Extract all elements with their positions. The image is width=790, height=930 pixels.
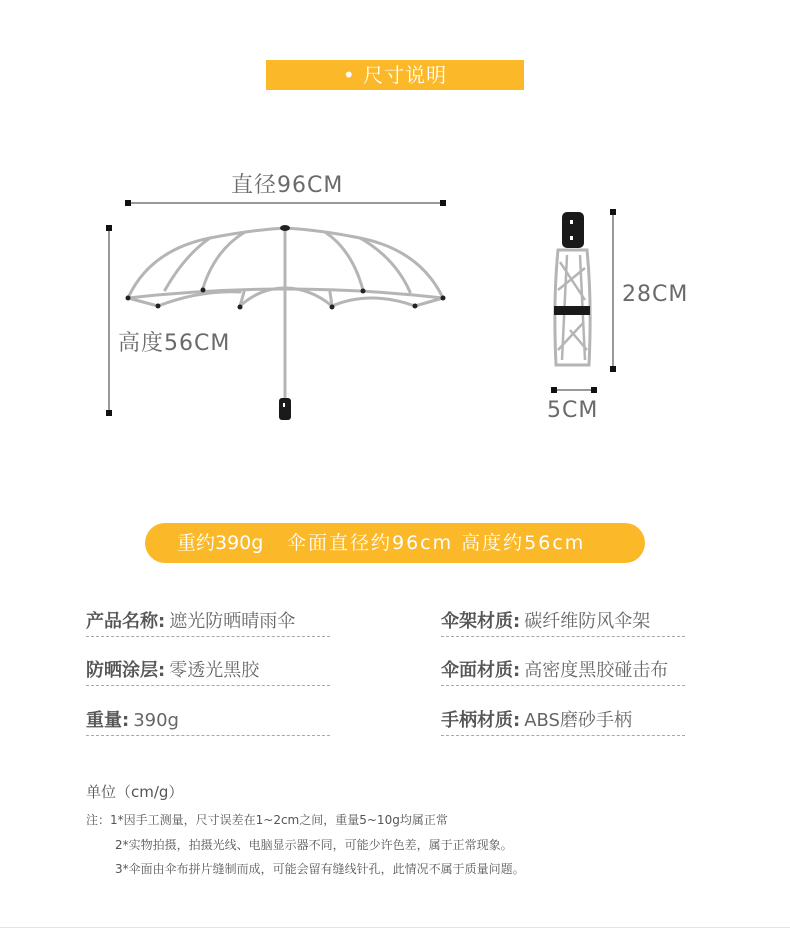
section-title-banner: • 尺寸说明 — [266, 60, 524, 90]
note-2: 2*实物拍摄，拍摄光线、电脑显示器不同，可能少许色差，属于正常现象。 — [115, 838, 513, 852]
property-uv-coating — [86, 657, 330, 686]
height-label: 高度56CM — [118, 331, 231, 356]
property-key: 伞架材质: — [441, 611, 521, 632]
property-value: 高密度黑胶碰击布 — [524, 660, 669, 681]
property-weight — [86, 707, 330, 736]
folded-width-label: 5CM — [547, 398, 599, 423]
property-value: 遮光防晒晴雨伞 — [169, 611, 296, 632]
property-value: 390g — [133, 710, 179, 731]
property-key: 产品名称: — [86, 611, 166, 632]
bottom-divider — [0, 927, 790, 928]
umbrella-handle — [279, 398, 291, 420]
property-value: 碳纤维防风伞架 — [524, 611, 651, 632]
spec-weight: 重约390g — [177, 532, 264, 554]
diameter-dimension-line — [125, 200, 446, 206]
diameter-label: 直径96CM — [231, 173, 344, 198]
property-product-name — [86, 608, 330, 637]
spec-size: 伞面直径约96cm 高度约56cm — [287, 532, 586, 554]
property-key: 手柄材质: — [441, 710, 521, 731]
height-dimension-line — [106, 225, 112, 416]
spec-summary-banner — [145, 523, 645, 563]
property-key: 重量: — [86, 710, 130, 731]
property-value: 零透光黑胶 — [169, 660, 260, 681]
folded-umbrella-illustration — [554, 212, 590, 365]
folded-umbrella-strap — [554, 306, 590, 315]
property-key: 伞面材质: — [441, 660, 521, 681]
property-handle-material — [441, 707, 685, 736]
folded-umbrella-handle — [562, 212, 584, 248]
unit-label: 单位（cm/g） — [86, 783, 184, 801]
folded-width-dimension-line — [551, 387, 597, 393]
open-umbrella-illustration — [128, 228, 443, 402]
property-key: 防晒涂层: — [86, 660, 166, 681]
property-value: ABS磨砂手柄 — [524, 710, 632, 731]
property-canopy-material — [441, 657, 685, 686]
folded-length-label: 28CM — [622, 282, 689, 307]
property-frame-material — [441, 608, 685, 637]
folded-length-dimension-line — [610, 209, 616, 372]
note-3: 3*伞面由伞布拼片缝制而成，可能会留有缝线针孔，此情况不属于质量问题。 — [115, 862, 525, 876]
note-1: 注：1*因手工测量，尺寸误差在1~2cm之间，重量5~10g均属正常 — [86, 813, 448, 827]
